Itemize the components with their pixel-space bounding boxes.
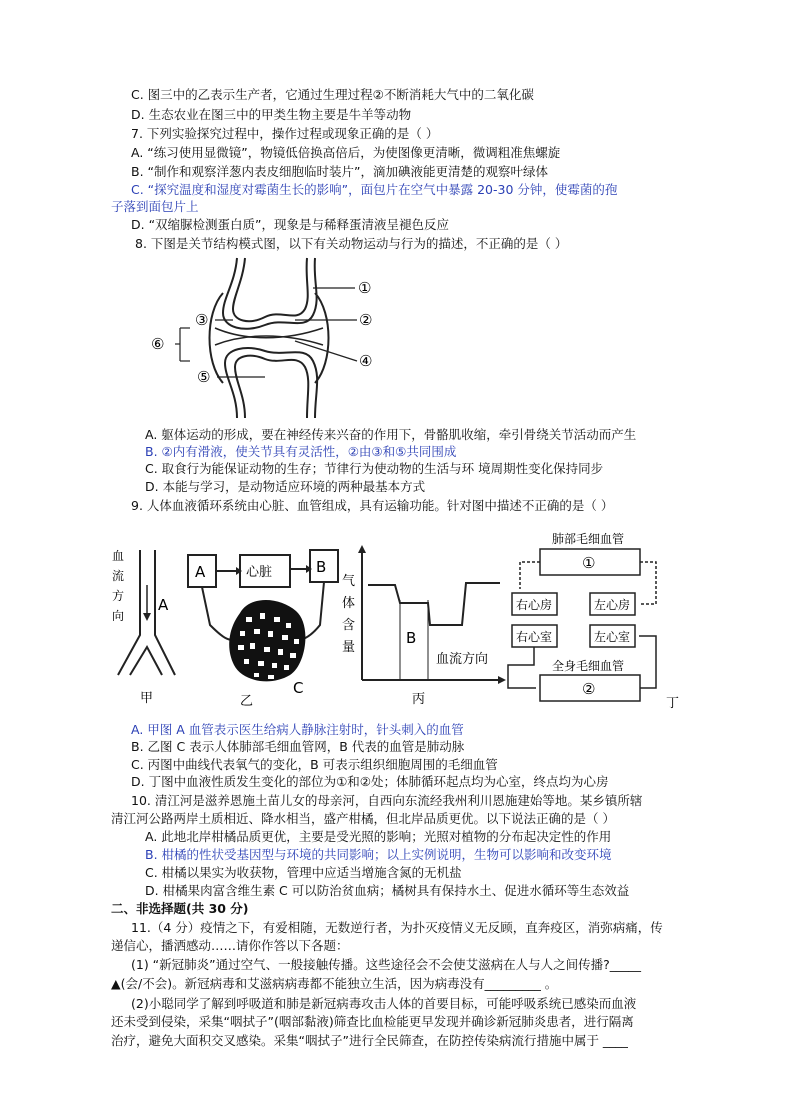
bing-blood-direction: 血流方向 [436, 652, 489, 667]
ding-caption: 丁 [666, 696, 680, 711]
jia-label-xiang: 向 [112, 609, 125, 623]
jia-label-xue: 血 [112, 549, 125, 563]
jia-label-liu: 流 [112, 569, 125, 583]
ding-body-capillary: 全身毛细血管 [552, 659, 625, 673]
question-11: 11.（4 分）疫情之下，有爱相随，无数逆行者，为扑灭疫情义无反顾，直奔疫区，消弥病痛，传 [131, 920, 663, 935]
ding-right-atrium: 右心房 [516, 598, 553, 612]
ding-lung-capillary: 肺部毛细血管 [552, 532, 625, 546]
ding-right-ventricle: 右心室 [516, 630, 553, 644]
label-5: ⑤ [197, 368, 211, 386]
ding-label-1: ① [582, 554, 596, 572]
bing-y-ti: 体 [342, 596, 356, 611]
question-8-option-c: C. 取食行为能保证动物的生存；节律行为使动物的生活与环 境周期性变化保持同步 [145, 461, 604, 476]
question-11-cont: 递信心，播洒感动……请你作答以下各题： [111, 938, 349, 953]
question-11-part-1: (1) “新冠肺炎”通过空气、一般接触传播。这些途径会不会使艾滋病在人与人之间传播?_____ [131, 957, 642, 972]
question-11-part-2-cont2: 治疗，避免大面积交叉感染。采集“咽拭子”进行全民筛查，在防控传染病流行措施中属于 ____ [111, 1033, 628, 1048]
question-7-option-c: C. “探究温度和湿度对霉菌生长的影响”，面包片在空气中暴露 20-30 分钟，使霉菌的孢 [131, 182, 618, 197]
question-10: 10. 清江河是滋养恩施土苗儿女的母亲河，自西向东流经我州利川恩施建始等地。某乡镇所辖 [131, 793, 643, 808]
bing-y-liang: 量 [342, 640, 356, 655]
question-11-part-2: (2)小聪同学了解到呼吸道和肺是新冠病毒攻击人体的首要目标，可能呼吸系统已感染而血液 [131, 996, 637, 1011]
label-1: ① [358, 279, 372, 297]
yi-label-c: C [293, 679, 304, 697]
jia-caption: 甲 [140, 691, 154, 706]
jia-label-fang: 方 [112, 589, 125, 603]
question-8-option-a: A. 躯体运动的形成，要在神经传来兴奋的作用下，骨骼肌收缩，牵引骨绕关节活动而产生 [145, 427, 637, 442]
ding-left-ventricle: 左心室 [594, 630, 631, 644]
question-7: 7. 下列实验探究过程中，操作过程或现象正确的是（ ） [131, 126, 439, 141]
question-9-option-c: C. 丙图中曲线代表氧气的变化，B 可表示组织细胞周围的毛细血管 [131, 757, 498, 772]
label-6: ⑥ [151, 335, 165, 353]
option-line: D. 生态农业在图三中的甲类生物主要是牛羊等动物 [131, 107, 412, 122]
question-8: 8. 下图是关节结构模式图，以下有关动物运动与行为的描述，不正确的是（ ） [135, 236, 568, 251]
label-3: ③ [195, 311, 209, 329]
ding-label-2: ② [582, 680, 596, 698]
question-10-option-d: D. 柑橘果肉富含维生素 C 可以防治贫血病；橘树具有保持水土、促进水循环等生态效益 [145, 883, 630, 898]
jia-label-a: A [158, 596, 169, 614]
question-11-part-2-cont: 还未受到侵染，采集“咽拭子”(咽部黏液)筛查比血检能更早发现并确诊新冠肺炎患者，进行隔离 [111, 1014, 634, 1029]
question-10-cont: 清江河公路两岸土质相近、降水相当，盛产柑橘，但北岸品质更优。以下说法正确的是（ ） [111, 811, 615, 826]
question-7-option-d: D. “双缩脲检测蛋白质”，现象是与稀释蛋清液呈褪色反应 [131, 217, 450, 232]
question-10-option-c: C. 柑橘以果实为收获物，管理中应适当增施含氮的无机盐 [145, 865, 462, 880]
bing-caption: 丙 [412, 692, 426, 707]
label-4: ④ [359, 352, 373, 370]
question-9-option-b: B. 乙图 C 表示人体肺部毛细血管网，B 代表的血管是肺动脉 [131, 739, 465, 754]
circulation-figure [100, 525, 700, 715]
yi-caption: 乙 [240, 694, 254, 709]
bing-y-han: 含 [342, 618, 356, 633]
question-7-option-b: B. “制作和观察洋葱内表皮细胞临时装片”，滴加碘液能更清楚的观察叶绿体 [131, 164, 548, 179]
question-8-option-d: D. 本能与学习，是动物适应环境的两种最基本方式 [145, 479, 426, 494]
question-7-option-c-cont: 子落到面包片上 [111, 199, 199, 214]
yi-label-heart: 心脏 [246, 565, 273, 580]
ding-left-atrium: 左心房 [594, 598, 631, 612]
question-9-option-a: A. 甲图 A 血管表示医生给病人静脉注射时，针头刺入的血管 [131, 722, 464, 737]
yi-label-a: A [195, 563, 206, 581]
option-line: C. 图三中的乙表示生产者，它通过生理过程②不断消耗大气中的二氧化碳 [131, 87, 534, 102]
joint-diagram [145, 253, 385, 423]
question-7-option-a: A. “练习使用显微镜”，物镜低倍换高倍后，为使图像更清晰，微调粗准焦螺旋 [131, 145, 561, 160]
question-11-part-1-cont: ▲(会/不会)。新冠病毒和艾滋病病毒都不能独立生活，因为病毒没有_________ 。 [111, 976, 558, 991]
question-9: 9. 人体血液循环系统由心脏、血管组成，具有运输功能。针对图中描述不正确的是（ ） [131, 498, 614, 513]
question-8-option-b: B. ②内有滑液，使关节具有灵活性，②由③和⑤共同围成 [145, 444, 457, 459]
question-9-option-d: D. 丁图中血液性质发生变化的部位为①和②处；体肺循环起点均为心室，终点均为心房 [131, 774, 609, 789]
section-heading: 二、非选择题(共 30 分) [111, 901, 249, 916]
question-10-option-b: B. 柑橘的性状受基因型与环境的共同影响；以上实例说明，生物可以影响和改变环境 [145, 847, 612, 862]
question-10-option-a: A. 此地北岸柑橘品质更优，主要是受光照的影响；光照对植物的分布起决定性的作用 [145, 829, 612, 844]
yi-label-b: B [316, 558, 327, 576]
bing-y-qi: 气 [342, 574, 356, 589]
label-2: ② [359, 311, 373, 329]
bing-label-b: B [406, 629, 417, 647]
